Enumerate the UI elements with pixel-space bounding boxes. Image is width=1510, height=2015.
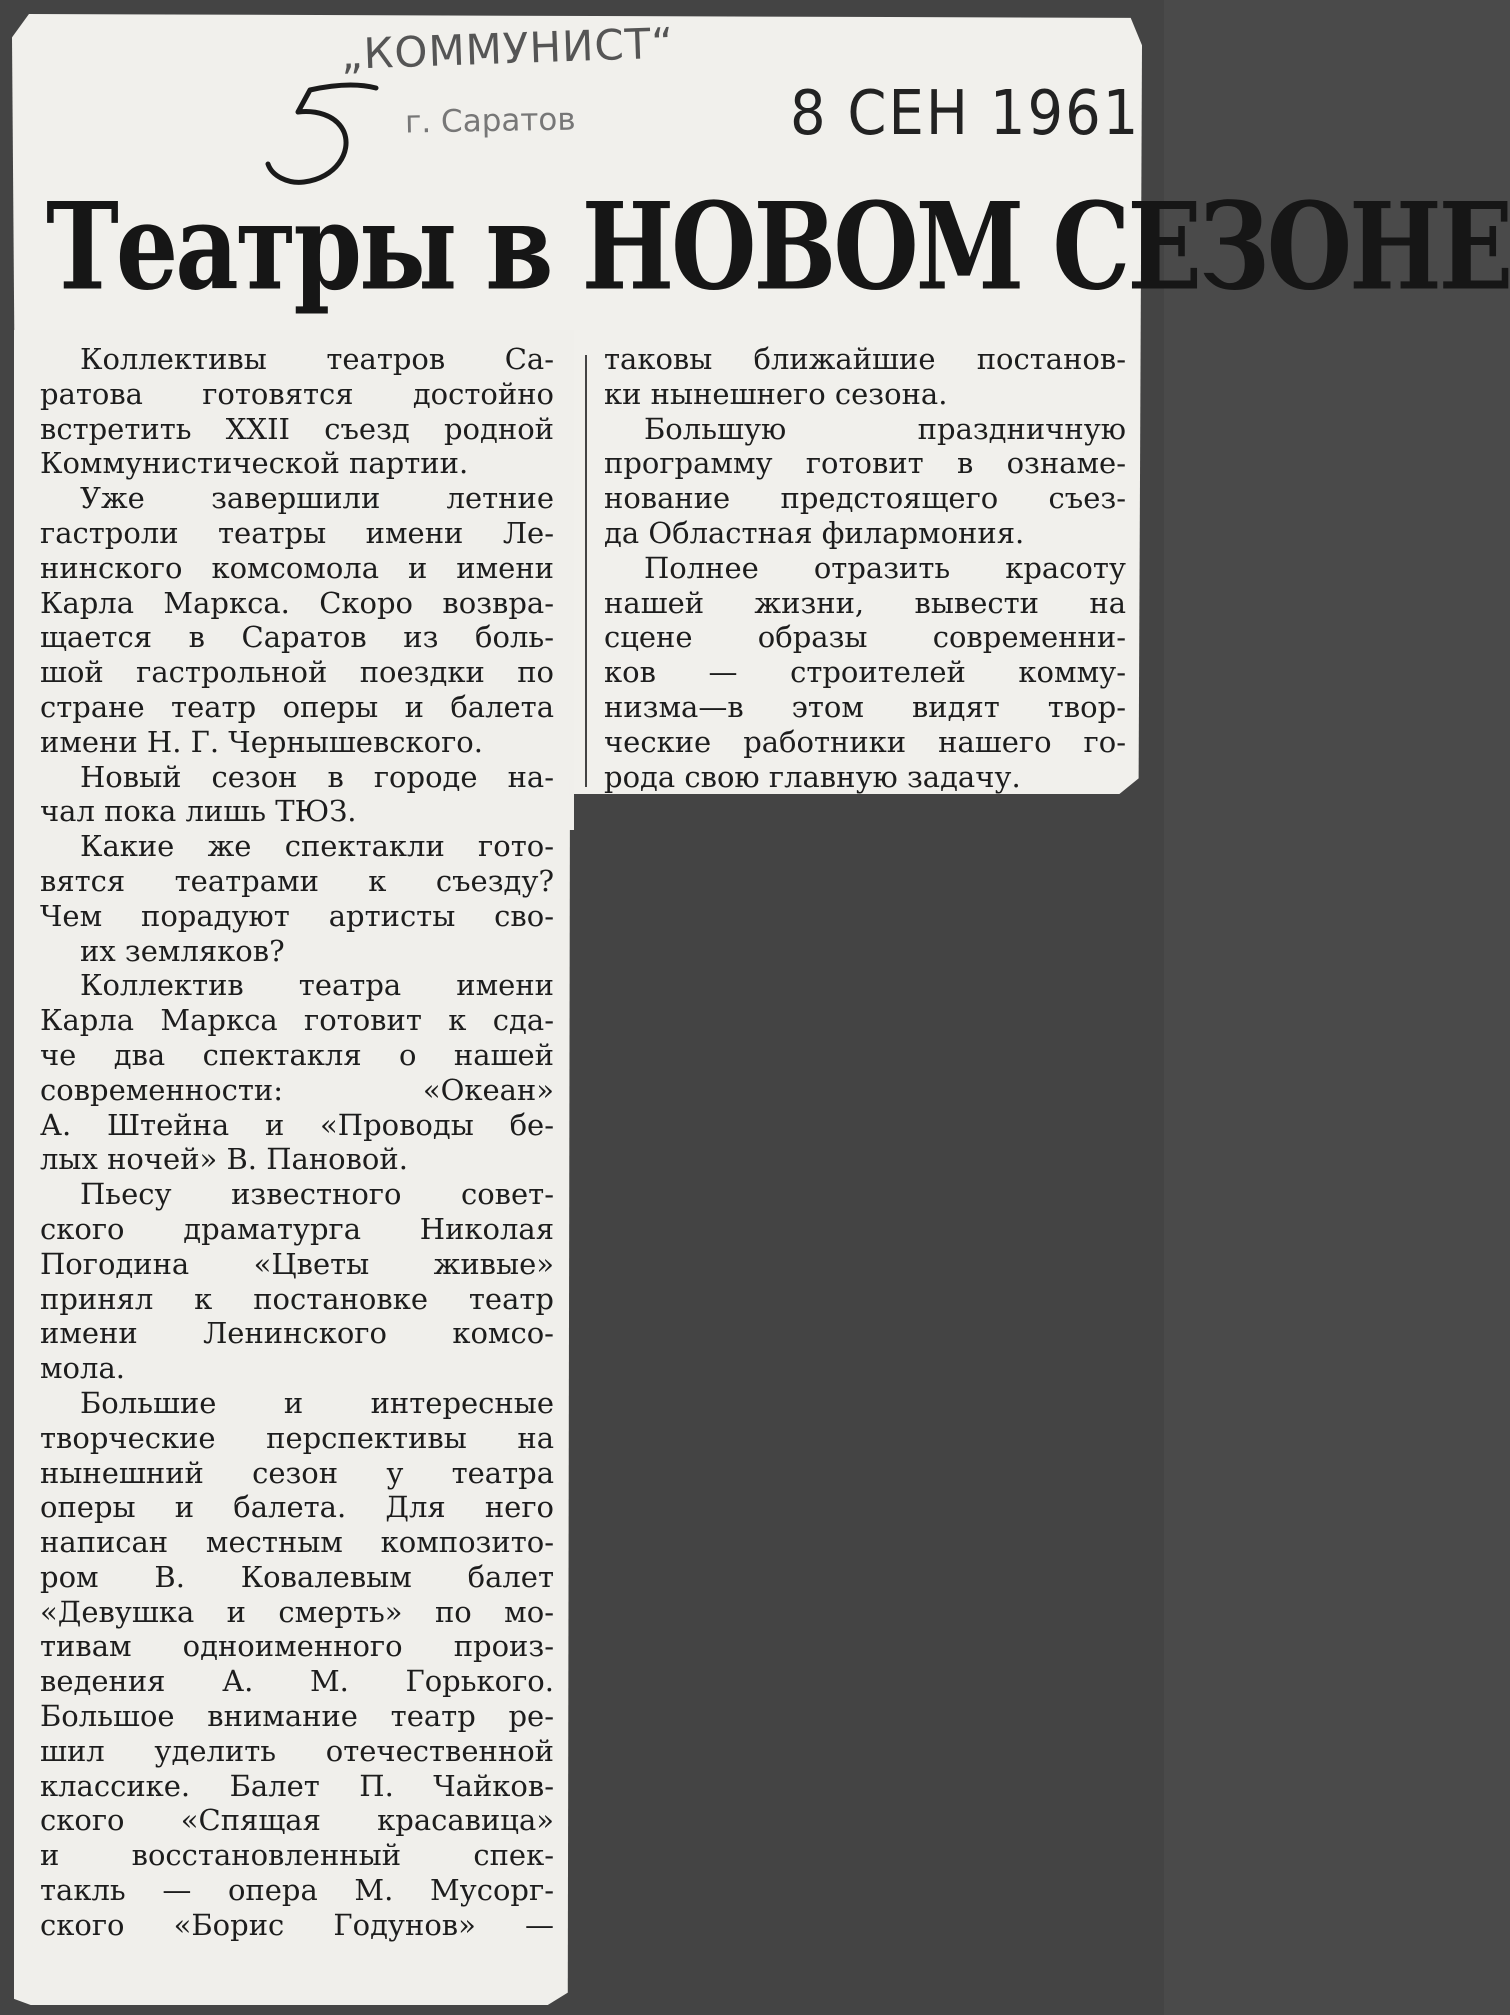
- article-text-line: имени Ленинского комсо-: [40, 1316, 554, 1351]
- article-text-line: вятся театрами к съезду?: [40, 863, 554, 898]
- column-divider: [585, 355, 587, 787]
- article-text-line: нашей жизни, вывести на: [604, 585, 1126, 620]
- article-text-line: гастроли театры имени Ле-: [40, 515, 554, 550]
- article-text-line: да Областная филармония.: [604, 515, 1025, 550]
- article-text-line: Чем порадуют артисты сво-: [40, 898, 554, 933]
- article-left-column: [40, 342, 554, 1943]
- article-text-line: встретить XXII съезд родной: [40, 411, 554, 446]
- article-text-line: имени Н. Г. Чернышевского.: [40, 724, 483, 759]
- date-stamp: 8 СЕН 1961: [790, 78, 1141, 150]
- article-text-line: оперы и балета. Для него: [40, 1490, 554, 1525]
- article-text-line: таковы ближайшие постанов-: [604, 342, 1126, 376]
- article-text-line: ведения А. М. Горького.: [40, 1664, 554, 1699]
- article-text-line: ром В. Ковалевым балет: [40, 1559, 554, 1594]
- article-text-line: программу готовит в ознаме-: [604, 446, 1126, 481]
- newspaper-name: „КОММУНИСТ“: [340, 18, 675, 79]
- article-text-line: ского «Спящая красавица»: [40, 1803, 554, 1838]
- article-text-line: классике. Балет П. Чайков-: [40, 1768, 554, 1803]
- article-text-line: низма—в этом видят твор-: [604, 689, 1126, 724]
- article-text-line: А. Штейна и «Проводы бе-: [40, 1107, 554, 1142]
- article-text-line: и восстановленный спек-: [40, 1838, 554, 1873]
- article-text-line: шил уделить отечественной: [40, 1733, 554, 1768]
- article-text-line: Погодина «Цветы живые»: [40, 1246, 554, 1281]
- newspaper-city: г. Саратов: [404, 101, 576, 141]
- article-text-line: сцене образы современни-: [604, 620, 1126, 655]
- article-text-line: ки нынешнего сезона.: [604, 376, 948, 411]
- article-text-line: Коммунистической партии.: [40, 446, 469, 481]
- article-text-line: че два спектакля о нашей: [40, 1037, 554, 1072]
- article-text-line: щается в Саратов из боль-: [40, 620, 554, 655]
- article-text-line: рода свою главную задачу.: [604, 759, 1021, 794]
- article-text-line: Коллективы театров Са-: [80, 342, 554, 376]
- article-text-line: лых ночей» В. Пановой.: [40, 1142, 408, 1177]
- article-text-line: Пьесу известного совет-: [80, 1177, 554, 1212]
- article-text-line: мола.: [40, 1351, 125, 1386]
- article-text-line: такль — опера М. Мусорг-: [40, 1873, 554, 1908]
- article-text-line: творческие перспективы на: [40, 1420, 554, 1455]
- article-text-line: Какие же спектакли гото-: [80, 829, 554, 864]
- article-text-line: Полнее отразить красоту: [644, 550, 1126, 585]
- article-headline: Театры в НОВОМ СЕЗОНЕ: [46, 177, 1510, 318]
- article-text-line: нинского комсомола и имени: [40, 550, 554, 585]
- article-text-line: написан местным композито-: [40, 1525, 554, 1560]
- article-text-line: нование предстоящего съез-: [604, 481, 1126, 516]
- article-text-line: их земляков?: [80, 933, 285, 968]
- article-text-line: чал пока лишь ТЮЗ.: [40, 794, 357, 829]
- article-text-line: Карла Маркса готовит к сда-: [40, 1003, 554, 1038]
- article-text-line: ратова готовятся достойно: [40, 376, 554, 411]
- article-text-line: нынешний сезон у театра: [40, 1455, 554, 1490]
- article-text-line: «Девушка и смерть» по мо-: [40, 1594, 554, 1629]
- article-text-line: Большую праздничную: [644, 411, 1126, 446]
- article-text-line: ческие работники нашего го-: [604, 724, 1126, 759]
- article-text-line: современности: «Океан»: [40, 1072, 554, 1107]
- article-text-line: Новый сезон в городе на-: [80, 759, 554, 794]
- article-text-line: принял к постановке театр: [40, 1281, 554, 1316]
- article-text-line: Уже завершили летние: [80, 481, 554, 516]
- article-text-line: шой гастрольной поездки по: [40, 655, 554, 690]
- article-text-line: ского «Борис Годунов» —: [40, 1907, 554, 1942]
- article-text-line: Карла Маркса. Скоро возвра-: [40, 585, 554, 620]
- article-text-line: стране театр оперы и балета: [40, 689, 554, 724]
- article-text-line: ков — строителей комму-: [604, 655, 1126, 690]
- article-text-line: Большие и интересные: [80, 1385, 554, 1420]
- article-text-line: тивам одноименного произ-: [40, 1629, 554, 1664]
- article-text-line: ского драматурга Николая: [40, 1211, 554, 1246]
- article-text-line: Большое внимание театр ре-: [40, 1699, 554, 1734]
- article-text-line: Коллектив театра имени: [80, 968, 554, 1003]
- article-right-column: [604, 342, 1126, 794]
